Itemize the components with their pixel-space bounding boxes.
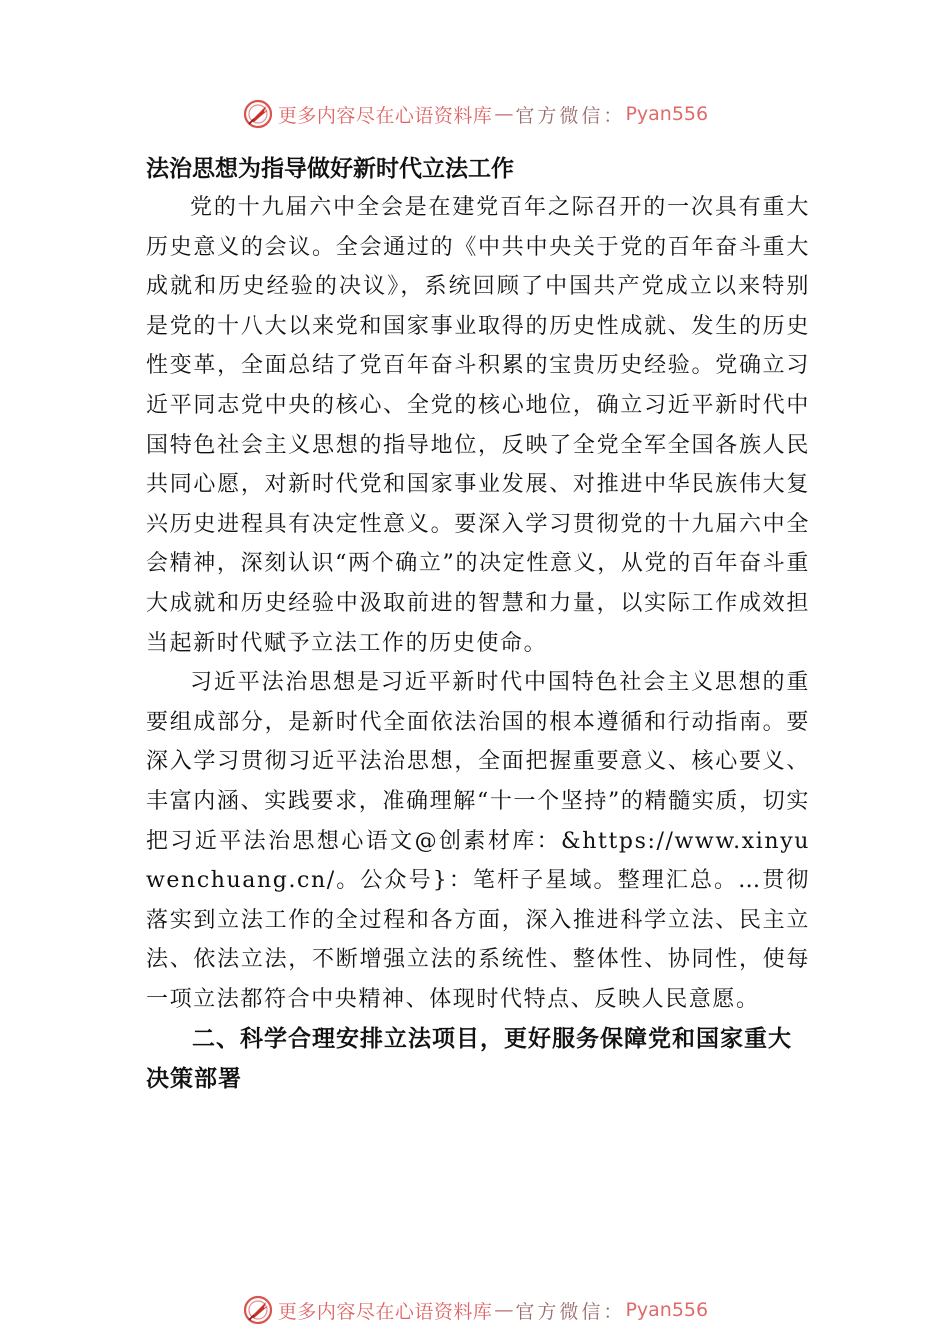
document-title: 法治思想为指导做好新时代立法工作 [146,156,514,182]
document-body [146,150,810,1099]
paragraph-2: 习近平法治思想是习近平新时代中国特色社会主义思想的重要组成部分，是新时代全面依法治国的根本遵循和行动指南。要深入学习贯彻习近平法治思想，全面把握重要意义、核心要义、丰富内涵、实践要求，准确理解“十一个坚持”的精髓实质，切实把习近平法治思想心语文@创素材库：&https://www.xinyuwenchuang.cn/。公众号}：笔杆子星域。整理汇总。…贯彻落实到立法工作的全过程和各方面，深入推进科学立法、民主立法、依法立法，不断增强立法的系统性、整体性、协同性，使每一项立法都符合中央精神、体现时代特点、反映人民意愿。 [146,670,810,1012]
quill-logo-icon [242,1294,274,1326]
header-banner [0,94,950,134]
banner-label: 官方微信： [515,104,626,127]
banner-separator: — [494,103,514,125]
paragraph-1: 党的十九届六中全会是在建党百年之际召开的一次具有重大历史意义的会议。全会通过的《中共中央关于党的百年奋斗重大成就和历史经验的决议》，系统回顾了中国共产党成立以来特别是党的十八大以来党和国家事业取得的历史性成就、发生的历史性变革，全面总结了党百年奋斗积累的宝贵历史经验。党确立习近平同志党中央的核心、全党的核心地位，确立习近平新时代中国特色社会主义思想的指导地位，反映了全党全军全国各族人民共同心愿，对新时代党和国家事业发展、对推进中华民族伟大复兴历史进程具有决定性意义。要深入学习贯彻党的十九届六中全会精神，深刻认识“两个确立”的决定性意义，从党的百年奋斗重大成就和历史经验中汲取前进的智慧和力量，以实际工作成效担当起新时代赋予立法工作的历史使命。 [146,195,810,656]
banner-wechat-id: Pyan556 [625,1299,709,1321]
banner-separator: — [494,1299,514,1321]
banner-brand: 更多内容尽在心语资料库 [277,1300,493,1323]
section-heading: 二、科学合理安排立法项目，更好服务保障党和国家重大决策部署 [146,1026,792,1093]
banner-label: 官方微信： [515,1300,626,1323]
banner-brand: 更多内容尽在心语资料库 [277,104,493,127]
banner-wechat-id: Pyan556 [625,103,709,125]
quill-logo-icon [242,98,274,130]
footer-banner [0,1290,950,1330]
